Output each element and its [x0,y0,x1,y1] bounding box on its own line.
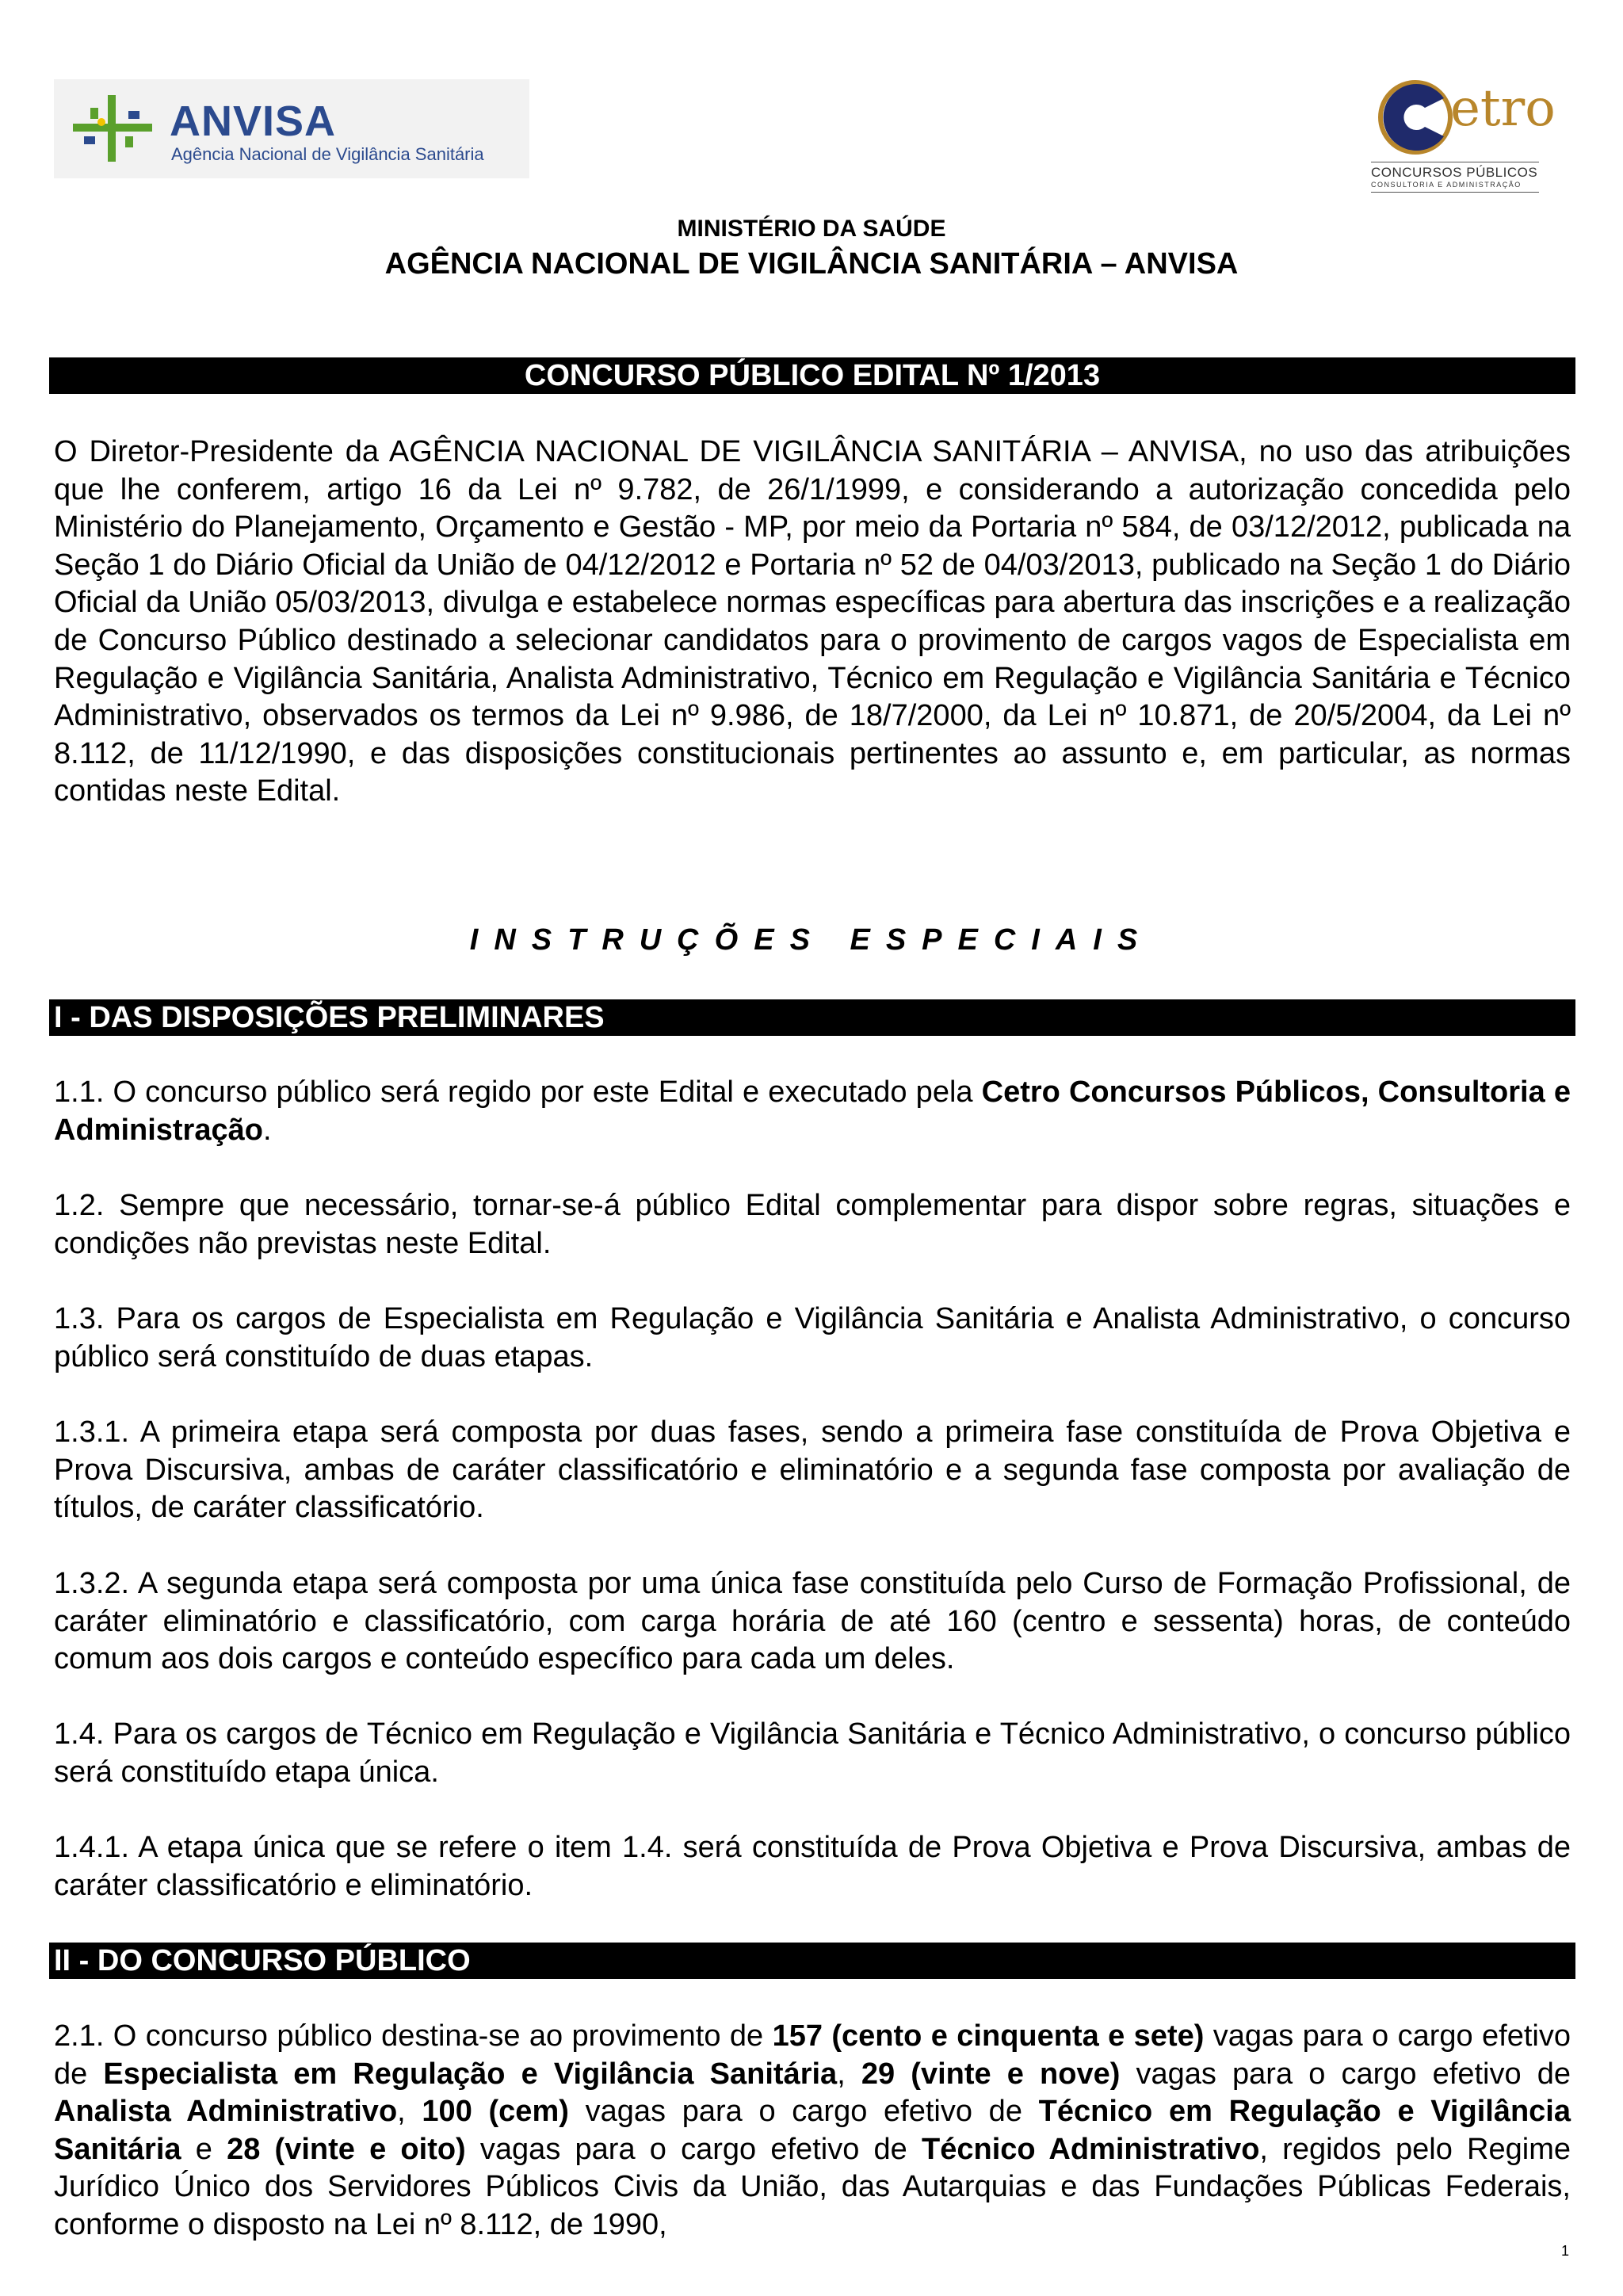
paragraph-1-1-text: 1.1. O concurso público será regido por este Edital e executado pela [54,1075,982,1109]
intro-paragraph: O Diretor-Presidente da AGÊNCIA NACIONAL DE VIGILÂNCIA SANITÁRIA – ANVISA, no uso das atribuições que lhe conferem, artigo 16 da Lei nº 9.782, de 26/1/1999, e considerando a autorização concedida pelo Ministério do Planejamento, Orçamento e Gestão - MP, por meio da Portaria nº 584, de 03/12/2012, publicada na Seção 1 do Diário Oficial da União de 04/12/2012 e Portaria nº 52 de 04/03/2013, publicado na Seção 1 do Diário Oficial da União 05/03/2013, divulga e estabelece normas específicas para abertura das inscrições e a realização de Concurso Público destinado a selecionar candidatos para o provimento de cargos vagos de Especialista em Regulação e Vigilância Sanitária, Analista Administrativo, Técnico em Regulação e Vigilância Sanitária e Técnico Administrativo, observados os termos da Lei nº 9.986, de 18/7/2000, da Lei nº 10.871, de 20/5/2004, da Lei nº 8.112, de 11/12/1990, e das disposições constitucionais pertinentes ao assunto e, em particular, as normas contidas neste Edital. [54,435,1571,808]
anvisa-cross-icon [68,92,163,165]
p21-bold-8: Técnico Administrativo [922,2132,1260,2166]
p21-text-8: vagas para o cargo efetivo de [465,2132,922,2166]
anvisa-logo [54,79,529,178]
p21-bold-6: Técnico em Regulação e Vigilância Sanitária [54,2095,1571,2166]
paragraph-1-3: 1.3. Para os cargos de Especialista em Regulação e Vigilância Sanitária e Analista Administrativo, o concurso público será constituído de duas etapas. [54,1302,1571,1373]
cetro-logo [1368,71,1556,198]
p21-bold-4: Analista Administrativo [54,2095,398,2129]
p21-text-9: , regidos pelo Regime Jurídico Único dos Servidores Públicos Civis da União, das Autarquias e das Fundações Públicas Federais, conforme o disposto na Lei nº 8.112, de 1990, [54,2132,1571,2241]
anvisa-subtitle: Agência Nacional de Vigilância Sanitária [171,144,484,164]
cetro-name: etro [1450,79,1556,138]
agency-heading: AGÊNCIA NACIONAL DE VIGILÂNCIA SANITÁRIA – ANVISA [384,247,1239,281]
paragraph-1-4: 1.4. Para os cargos de Técnico em Regulação e Vigilância Sanitária e Técnico Administrativo, o concurso público será constituído etapa única. [54,1717,1571,1789]
cetro-subtagline: CONSULTORIA E ADMINISTRAÇÃO [1371,181,1522,189]
paragraph-1-2: 1.2. Sempre que necessário, tornar-se-á público Edital complementar para dispor sobre regras, situações e condições não previstas neste Edital. [54,1189,1571,1260]
paragraph-1-3-1: 1.3.1. A primeira etapa será composta por duas fases, sendo a primeira fase constituída de Prova Objetiva e Prova Discursiva, ambas de caráter classificatório e eliminatório e a segunda fase composta por avaliação de títulos, de caráter classificatório. [54,1415,1571,1525]
paragraph-1-1-end: . [262,1113,272,1147]
anvisa-name: ANVISA [170,97,337,145]
p21-text-2: vagas para o cargo efetivo de [54,2019,1571,2091]
p21-text-1: 2.1. O concurso público destina-se ao provimento de [54,2019,773,2053]
paragraph-1-4-1: 1.4.1. A etapa única que se refere o item 1.4. será constituída de Prova Objetiva e Prova Discursiva, ambas de caráter classificatório e eliminatório. [54,1831,1571,1902]
edital-title-bar: CONCURSO PÚBLICO EDITAL Nº 1/2013 [49,357,1575,394]
instructions-heading: INSTRUÇÕES ESPECIAIS [469,923,1154,957]
cetro-divider-bottom [1371,192,1539,193]
paragraph-1-1-bold: Cetro Concursos Públicos, Consultoria e Administração [54,1075,1571,1147]
p21-text-7: e [181,2132,227,2166]
paragraph-1-1 [54,1074,1571,1149]
paragraph-2-1 [54,2018,1571,2244]
p21-bold-3: 29 (vinte e nove) [861,2057,1121,2091]
p21-bold-2: Especialista em Regulação e Vigilância Sanitária [103,2057,838,2091]
p21-bold-5: 100 (cem) [422,2095,569,2129]
section-2-title: II - DO CONCURSO PÚBLICO [49,1943,1575,1979]
ministry-heading: MINISTÉRIO DA SAÚDE [677,216,946,242]
p21-text-5: , [397,2095,422,2129]
p21-text-4: vagas para o cargo efetivo de [1120,2057,1571,2091]
cetro-tagline: CONCURSOS PÚBLICOS [1371,165,1538,180]
p21-bold-1: 157 (cento e cinquenta e sete) [772,2019,1205,2053]
paragraph-1-3-2: 1.3.2. A segunda etapa será composta por uma única fase constituída pelo Curso de Formação Profissional, de caráter eliminatório e classificatório, com carga horária de até 160 (centro e sessenta) horas, de conteúdo comum aos dois cargos e conteúdo específico para cada um deles. [54,1567,1571,1676]
p21-text-3: , [837,2057,861,2091]
page-number: 1 [1561,2243,1570,2259]
p21-bold-7: 28 (vinte e oito) [227,2132,466,2166]
section-1-title: I - DAS DISPOSIÇÕES PRELIMINARES [49,999,1575,1036]
p21-text-6: vagas para o cargo efetivo de [568,2095,1039,2129]
